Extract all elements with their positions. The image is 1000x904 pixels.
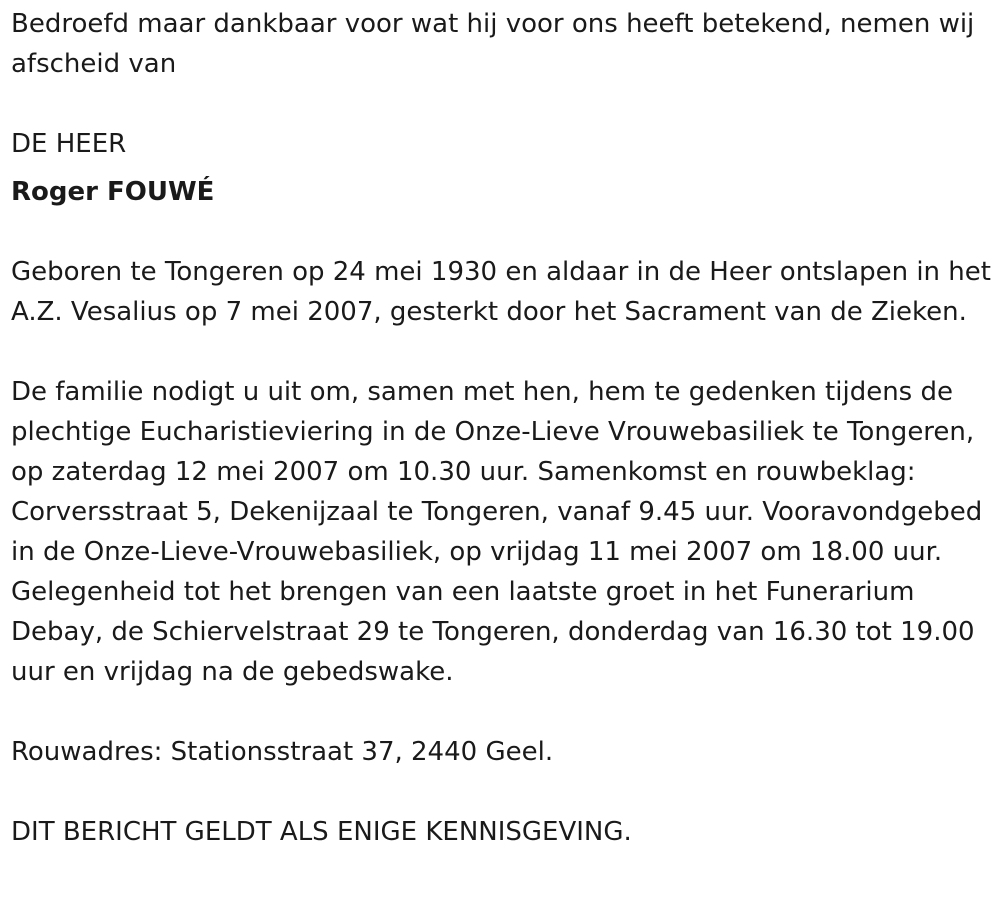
mourning-address: Rouwadres: Stationsstraat 37, 2440 Geel. xyxy=(11,737,554,767)
spacer xyxy=(11,212,991,252)
spacer xyxy=(11,692,991,732)
obituary-notice xyxy=(11,0,991,852)
spacer xyxy=(11,84,991,124)
honorific-title: DE HEER xyxy=(11,129,127,159)
birth-death-paragraph: Geboren te Tongeren op 24 mei 1930 en aldaar in de Heer ontslapen in het A.Z. Vesalius op 7 mei 2007, gesterkt door het Sacrament van de Zieken. xyxy=(11,257,991,327)
spacer xyxy=(11,772,991,812)
deceased-name: Roger FOUWÉ xyxy=(11,177,215,207)
spacer xyxy=(11,332,991,372)
intro-text: Bedroefd maar dankbaar voor wat hij voor ons heeft betekend, nemen wij afscheid van xyxy=(11,9,975,79)
closing-statement: DIT BERICHT GELDT ALS ENIGE KENNISGEVING. xyxy=(11,817,632,847)
ceremony-paragraph: De familie nodigt u uit om, samen met hen, hem te gedenken tijdens de plechtige Eucharistieviering in de Onze-Lieve Vrouwebasiliek te Tongeren, op zaterdag 12 mei 2007 om 10.30 uur. Samenkomst en rouwbeklag: Corversstraat 5, Dekenijzaal te Tongeren, vanaf 9.45 uur. Vooravondgebed in de Onze-Lieve-Vrouwebasiliek, op vrijdag 11 mei 2007 om 18.00 uur. Gelegenheid tot het brengen van een laatste groet in het Funerarium Debay, de Schiervelstraat 29 te Tongeren, donderdag van 16.30 tot 19.00 uur en vrijdag na de gebedswake. xyxy=(11,377,983,687)
